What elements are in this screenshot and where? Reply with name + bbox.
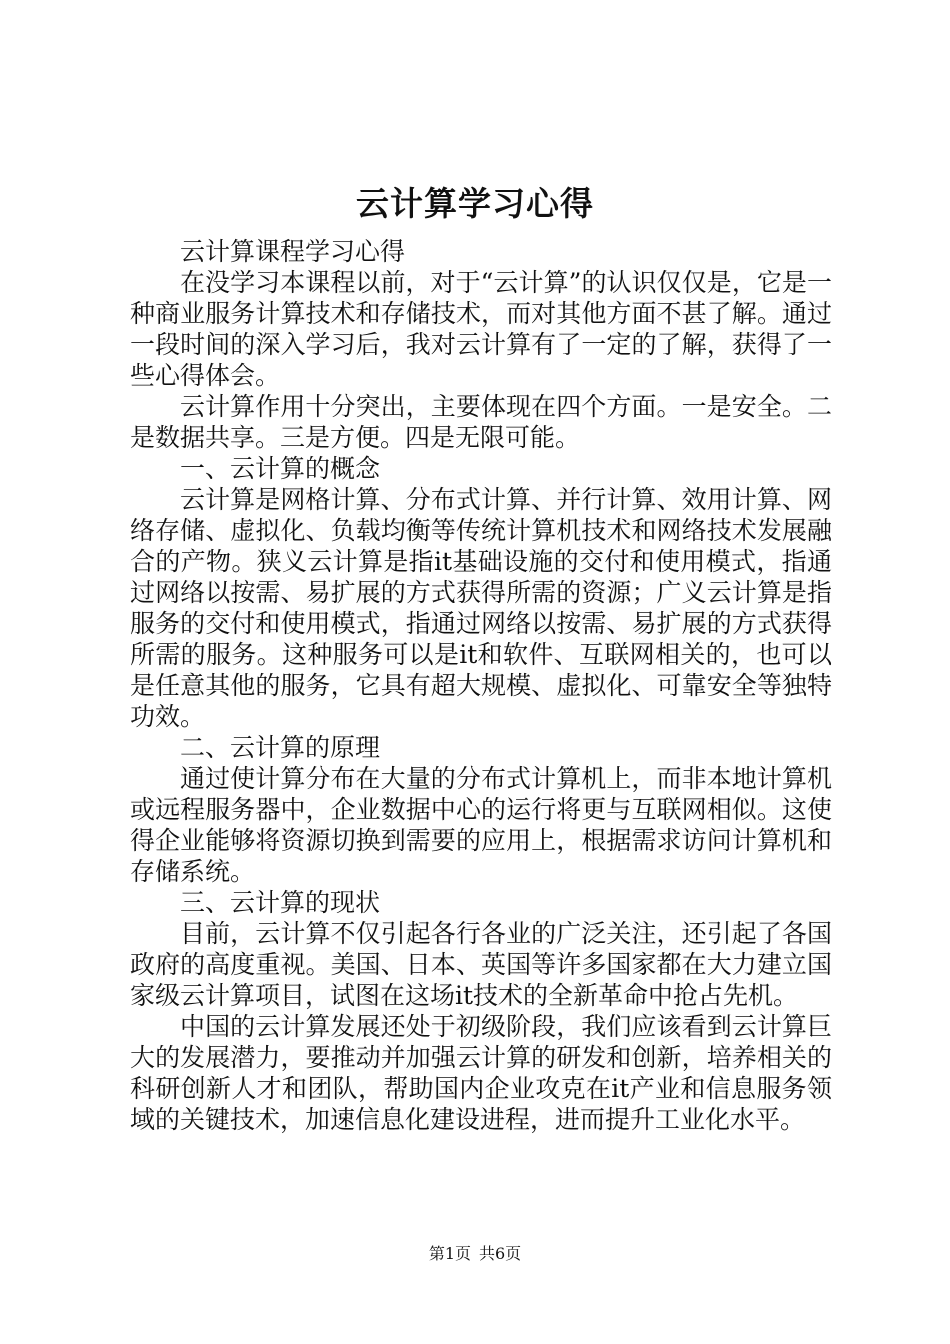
page-number: 第1页 — [428, 1244, 471, 1263]
paragraph-concept: 云计算是网格计算、分布式计算、并行计算、效用计算、网络存储、虚拟化、负载均衡等传统计算机技术和网络技术发展融合的产物。狭义云计算是指it基础设施的交付和使用模式，指通过网络以按需、易扩展的方式获得所需的资源；广义云计算是指服务的交付和使用模式，指通过网络以按需、易扩展的方式获得所需的服务。这种服务可以是it和软件、互联网相关的，也可以是任意其他的服务，它具有超大规模、虚拟化、可靠安全等独特功效。 — [130, 485, 832, 731]
section-heading-principle: 二、云计算的原理 — [180, 733, 381, 762]
paragraph-principle: 通过使计算分布在大量的分布式计算机上，而非本地计算机或远程服务器中，企业数据中心的运行将更与互联网相似。这使得企业能够将资源切换到需要的应用上，根据需求访问计算机和存储系统。 — [130, 764, 832, 886]
paragraph-summary: 云计算作用十分突出，主要体现在四个方面。一是安全。二是数据共享。三是方便。四是无限可能。 — [130, 392, 832, 452]
paragraph-status: 目前，云计算不仅引起各行各业的广泛关注，还引起了各国政府的高度重视。美国、日本、英国等许多国家都在大力建立国家级云计算项目，试图在这场it技术的全新革命中抢占先机。 — [130, 919, 832, 1010]
paragraph-subtitle: 云计算课程学习心得 — [180, 237, 406, 266]
section-heading-status: 三、云计算的现状 — [180, 888, 381, 917]
page-title: 云计算学习心得 — [356, 184, 594, 223]
page-footer — [0, 1243, 950, 1265]
section-heading-concept: 一、云计算的概念 — [180, 454, 381, 483]
paragraph-intro: 在没学习本课程以前，对于“云计算”的认识仅仅是，它是一种商业服务计算技术和存储技术，而对其他方面不甚了解。通过一段时间的深入学习后，我对云计算有了一定的了解，获得了一些心得体会。 — [130, 268, 832, 390]
document-body — [130, 236, 832, 1135]
paragraph-china: 中国的云计算发展还处于初级阶段，我们应该看到云计算巨大的发展潜力，要推动并加强云计算的研发和创新，培养相关的科研创新人才和团队，帮助国内企业攻克在it产业和信息服务领域的关键技术，加速信息化建设进程，进而提升工业化水平。 — [130, 1012, 832, 1134]
page-total: 共6页 — [479, 1244, 522, 1263]
